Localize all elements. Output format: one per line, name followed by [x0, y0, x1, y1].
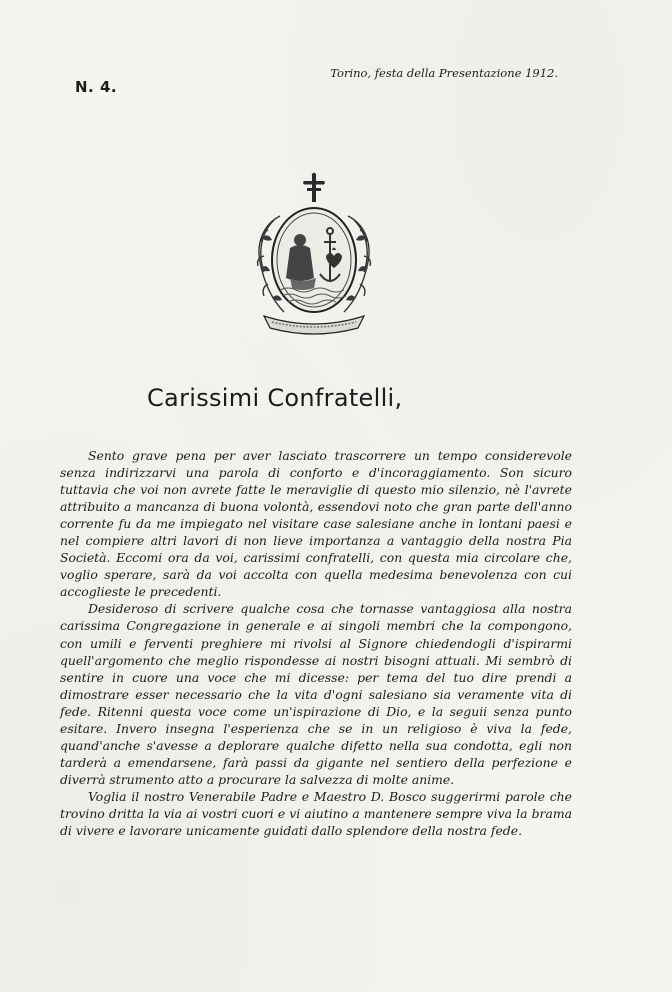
salesian-emblem-seal-icon [250, 172, 378, 336]
letter-paragraph: Desideroso di scrivere qualche cosa che tornasse vantaggiosa alla nostra carissima Congregazione in generale e ai singoli membri che la compongono, con umili e ferventi preghiere mi rivolsi al Signore chiedendogli d'ispirarmi quell'argomento che meglio rispondesse ai nostri bisogni attuali. Mi sembrò di sentire in cuore una voce che mi dicesse: per tema del tuo dire prendi a dimostrare esser necessario che la vita d'ogni salesiano sia veramente vita di fede. Ritenni questa voce come un'ispirazione di Dio, e la seguii senza punto esitare. Invero insegna l'esperienza che se in un religioso è viva la fede, quand'anche s'avesse a deplorare qualche difetto nella sua condotta, egli non tarderà a emendarsene, farà passi da gigante nel sentiero della perfezione e diverrà strumento atto a procurare la salvezza di molte anime. [60, 601, 572, 787]
dateline: Torino, festa della Presentazione 1912. [330, 66, 558, 80]
issue-number: N. 4. [75, 78, 118, 96]
letter-paragraph: Sento grave pena per aver lasciato trascorrere un tempo considerevole senza indirizzarvi una parola di conforto e d'incoraggiamento. Son sicuro tuttavia che voi non avrete fatte le meraviglie di questo mio silenzio, nè l'avrete attribuito a mancanza di buona volontà, essendovi noto che gran parte dell'anno corrente fu da me impiegato nel visitare case salesiane anche in lontani paesi e nel compiere altri lavori di non lieve importanza a vantaggio della nostra Pia Società. Eccomi ora da voi, carissimi confratelli, con questa mia circolare che, voglio sperare, sarà da voi accolta con quella medesima benevolenza con cui accoglieste le precedenti. [60, 448, 572, 600]
letter-body [60, 447, 572, 839]
letter-salutation: Carissimi Confratelli, [147, 384, 403, 412]
letter-paragraph: Voglia il nostro Venerabile Padre e Maestro D. Bosco suggerirmi parole che trovino dritta la via ai vostri cuori e vi aiutino a mantenere sempre viva la brama di vivere e lavorare unicamente guidati dallo splendore della nostra fede. [60, 788, 572, 839]
